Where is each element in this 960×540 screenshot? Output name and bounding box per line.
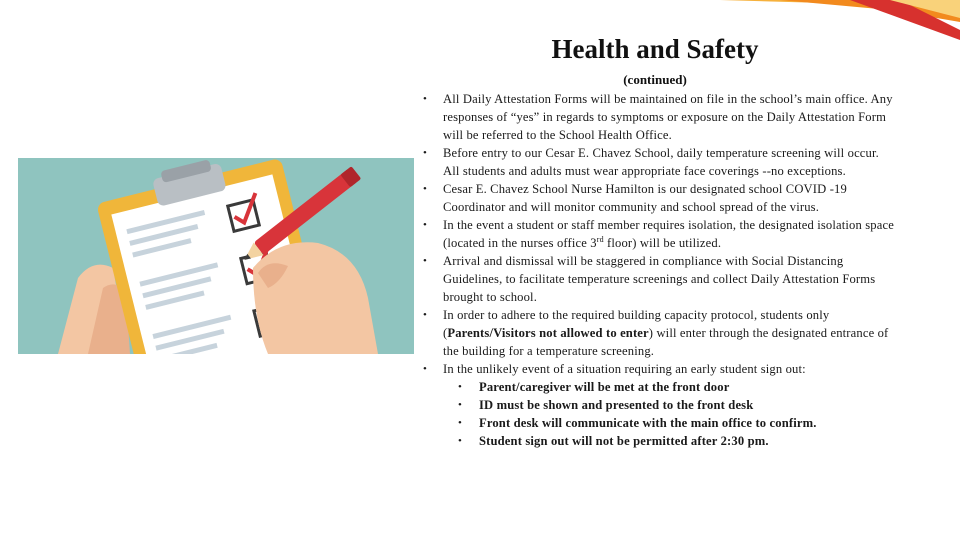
bullet-temperature-screening: • Before entry to our Cesar E. Chavez School, daily temperature screening will occur. All students and adults must wear appropriate face coverings --no exceptions. [418,144,898,180]
sub-bullet-front-desk-confirm: • Front desk will communicate with the main office to confirm. [443,414,898,432]
bullet-list [418,90,898,450]
page-subtitle: (continued) [623,72,687,87]
capacity-text-after: ) will enter through the designated entrance of the building for a temperature screening. [443,326,889,358]
bullet-attestation: • All Daily Attestation Forms will be maintained on file in the school’s main office. Any responses of “yes” in regards to symptoms or exposure on the Daily Attestation Form will be referred to the School Health Office. [418,90,898,144]
isolation-text-before: In the event a student or staff member requires isolation, the designated isolation space (located in the nurses office 3 [443,218,894,250]
sub-bullet-sign-out-cutoff: • Student sign out will not be permitted after 2:30 pm. [443,432,898,450]
page-title: Health and Safety [551,34,759,64]
sub-bullet-id-required: • ID must be shown and presented to the front desk [443,396,898,414]
sub-bullet-front-door: • Parent/caregiver will be met at the front door [443,378,898,396]
bullet-arrival-dismissal: • Arrival and dismissal will be staggered in compliance with Social Distancing Guidelines, to facilitate temperature screenings and collect Daily Attestation Forms brought to school. [418,252,898,306]
bullet-isolation-space [418,216,898,252]
parents-not-allowed: Parents/Visitors not allowed to enter [447,326,649,340]
sign-out-sub-list [443,378,898,450]
bullet-covid-coordinator: • Cesar E. Chavez School Nurse Hamilton is our designated school COVID -19 Coordinator and will monitor community and school spread of the virus. [418,180,898,216]
capacity-text-before: In order to adhere to the required building capacity protocol, students only ( [443,308,830,340]
bullet-early-sign-out [418,360,898,450]
isolation-text-after: floor) will be utilized. [603,236,722,250]
ordinal-suffix: rd [596,234,604,244]
checklist-illustration [18,158,414,354]
bullet-building-capacity [418,306,898,360]
early-sign-out-text: In the unlikely event of a situation requiring an early student sign out: [443,362,806,376]
